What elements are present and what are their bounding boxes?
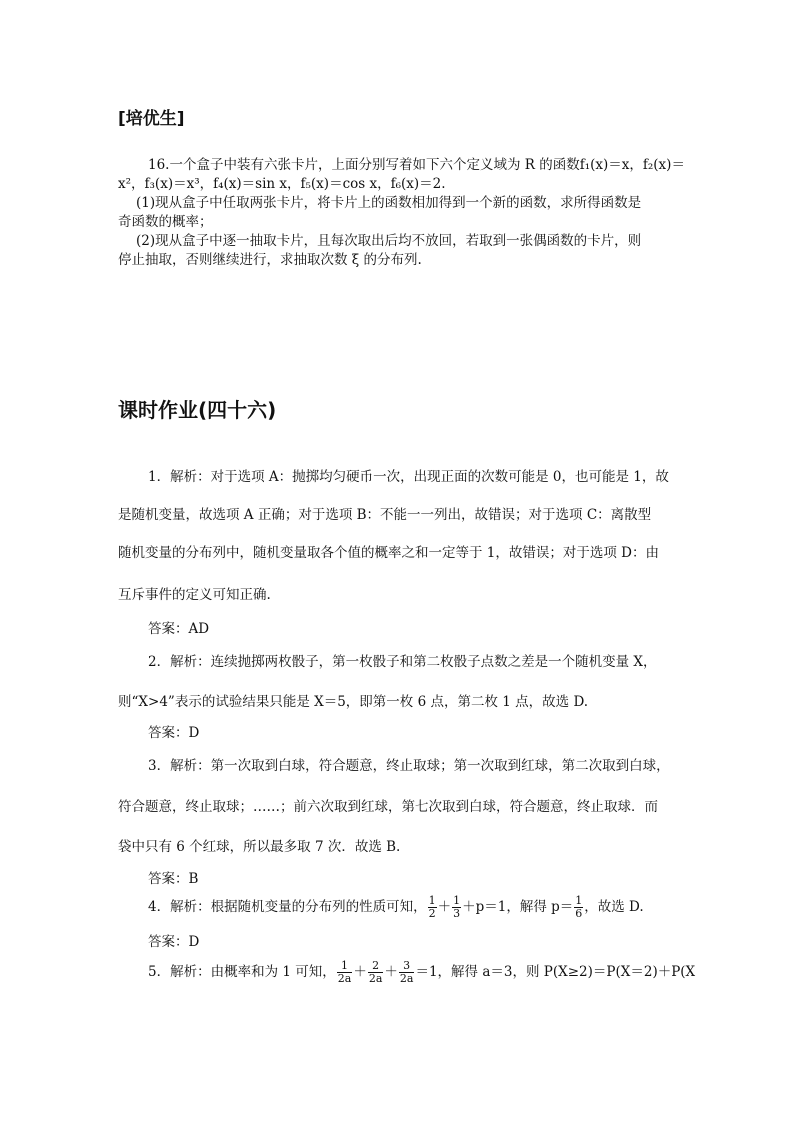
answer-4-eq-tail: ＋p＝1，解得 p＝ xyxy=(462,899,574,915)
answer-4-suffix: ，故选 D. xyxy=(584,899,644,915)
answer-4-line-1: 4．解析：根据随机变量的分布列的性质可知， $\frac{1}{2}$ ＋ $\frac{1}{3}$ ＋p＝1，解得 p＝ $\frac{1}{6}$ ，故选 D. xyxy=(148,894,644,920)
answer-1-line-1: 1．解析：对于选项 A：抛掷均匀硬币一次，出现正面的次数可能是 0，也可能是 1，故 xyxy=(148,469,669,485)
fraction-1-over-2a: $\frac{1}{2a}$ xyxy=(337,959,352,985)
problem-16-line-2: x²，f₃(x)＝x³，f₄(x)＝sin x，f₅(x)＝cos x，f₆(x)＝2. xyxy=(118,176,446,192)
answer-2-line-1: 2．解析：连续抛掷两枚骰子，第一枚骰子和第二枚骰子点数之差是一个随机变量 X， xyxy=(148,654,657,670)
problem-16-line-1: 16.一个盒子中装有六张卡片，上面分别写着如下六个定义域为 R 的函数f₁(x)＝x，f₂(x)＝ xyxy=(148,157,685,173)
fraction-2-over-2a: $\frac{2}{2a}$ xyxy=(368,959,383,985)
answer-4-result: 答案：D xyxy=(148,934,200,950)
answer-4-prefix: 4．解析：根据随机变量的分布列的性质可知， xyxy=(148,899,427,915)
answer-5-prefix: 5．解析：由概率和为 1 可知， xyxy=(148,964,336,980)
problem-16-line-3: (1)现从盒子中任取两张卡片，将卡片上的函数相加得到一个新的函数，求所得函数是 xyxy=(136,195,642,211)
problem-16-line-6: 停止抽取，否则继续进行，求抽取次数 ξ 的分布列. xyxy=(118,252,422,268)
problem-16-line-5: (2)现从盒子中逐一抽取卡片，且每次取出后均不放回，若取到一张偶函数的卡片，则 xyxy=(136,233,642,249)
answer-1-result: 答案：AD xyxy=(148,621,210,637)
fraction-one-sixth: $\frac{1}{6}$ xyxy=(575,894,583,920)
answer-3-line-1: 3．解析：第一次取到白球，符合题意，终止取球；第一次取到红球，第二次取到白球， xyxy=(148,758,670,774)
answer-3-line-2: 符合题意，终止取球；……；前六次取到红球，第七次取到白球，符合题意，终止取球．而 xyxy=(118,799,658,815)
fraction-one-third: $\frac{1}{3}$ xyxy=(453,894,461,920)
fraction-one-half: $\frac{1}{2}$ xyxy=(428,894,436,920)
answer-3-line-3: 袋中只有 6 个红球，所以最多取 7 次．故选 B. xyxy=(118,839,401,855)
problem-16-line-4: 奇函数的概率； xyxy=(118,214,213,230)
answer-1-line-2: 是随机变量，故选项 A 正确；对于选项 B：不能一一列出，故错误；对于选项 C：离散型 xyxy=(118,507,652,523)
answer-5-line-1: 5．解析：由概率和为 1 可知， $\frac{1}{2a}$ ＋ $\frac{2}{2a}$ ＋ $\frac{3}{2a}$ ＝1，解得 a＝3，则 P(X≥2)＝P(X＝2)＋P(X xyxy=(148,959,696,985)
answer-5-eq-tail: ＝1，解得 a＝3，则 P(X≥2)＝P(X＝2)＋P(X xyxy=(415,964,696,980)
answer-3-result: 答案：B xyxy=(148,871,199,887)
answer-2-line-2: 则“X>4”表示的试验结果只能是 X＝5，即第一枚 6 点，第二枚 1 点，故选 D. xyxy=(118,694,589,710)
homework-title: 课时作业(四十六) xyxy=(118,398,277,422)
answer-1-line-4: 互斥事件的定义可知正确. xyxy=(118,587,271,603)
fraction-3-over-2a: $\frac{3}{2a}$ xyxy=(399,959,414,985)
section-title: [培优生] xyxy=(118,109,185,129)
answer-2-result: 答案：D xyxy=(148,725,200,741)
answer-1-line-3: 随机变量的分布列中，随机变量取各个值的概率之和一定等于 1，故错误；对于选项 D：由 xyxy=(118,545,659,561)
